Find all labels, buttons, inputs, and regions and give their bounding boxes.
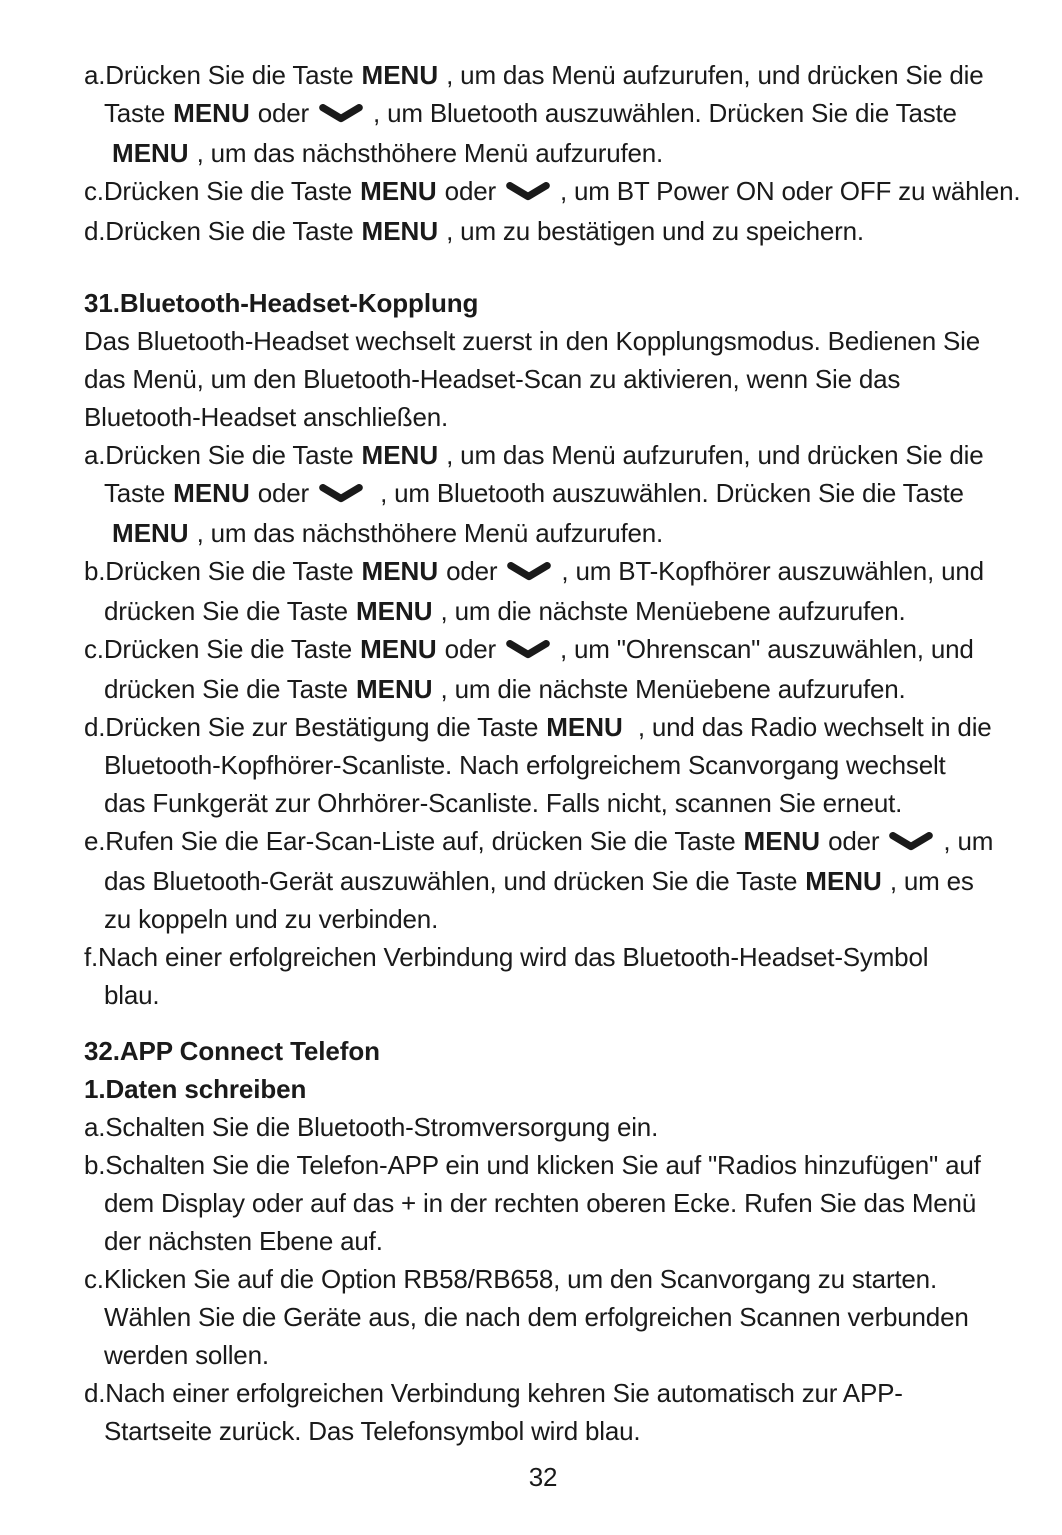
chevron-down-icon <box>889 824 933 862</box>
text-segment: d.Nach einer erfolgreichen Verbindung kehren Sie automatisch zur APP- <box>84 1378 903 1408</box>
menu-key-label: MENU <box>546 712 623 742</box>
text-segment: drücken Sie die Taste <box>104 596 355 626</box>
text-segment: , um <box>936 826 994 856</box>
text-segment: oder <box>439 556 505 586</box>
text-segment: blau. <box>104 980 160 1010</box>
text-segment: drücken Sie die Taste <box>104 674 355 704</box>
text-segment: oder <box>250 98 317 128</box>
text-line <box>84 322 1002 360</box>
text-segment: der nächsten Ebene auf. <box>104 1226 383 1256</box>
text-segment: Das Bluetooth-Headset wechselt zuerst in den Kopplungsmodus. Bedienen Sie <box>84 326 980 356</box>
text-segment: c.Klicken Sie auf die Option RB58/RB658, um den Scanvorgang zu starten. <box>84 1264 937 1294</box>
menu-key-label: MENU <box>355 596 433 626</box>
text-segment <box>104 138 111 168</box>
text-segment: , um das Menü aufzurufen, und drücken Sie die <box>439 440 984 470</box>
text-segment: d.Drücken Sie zur Bestätigung die Taste <box>84 712 546 742</box>
text-segment: Wählen Sie die Geräte aus, die nach dem erfolgreichen Scannen verbunden <box>104 1302 969 1332</box>
text-line <box>84 938 1002 976</box>
text-segment: das Funkgerät zur Ohrhörer-Scanliste. Falls nicht, scannen Sie erneut. <box>104 788 903 818</box>
text-segment: c.Drücken Sie die Taste <box>84 176 360 206</box>
menu-key-label: MENU <box>361 556 439 586</box>
text-segment: oder <box>437 176 503 206</box>
chevron-down-icon <box>319 476 363 514</box>
chevron-down-icon <box>506 174 550 212</box>
text-segment: , und das Radio wechselt in die <box>623 712 992 742</box>
text-line <box>84 1108 1002 1146</box>
text-segment: , um "Ohrenscan" auszuwählen, und <box>552 634 974 664</box>
text-segment: Startseite zurück. Das Telefonsymbol wird blau. <box>104 1416 641 1446</box>
text-segment: das Bluetooth-Gerät auszuwählen, und drücken Sie die Taste <box>104 866 805 896</box>
text-line <box>84 134 1002 172</box>
text-segment: oder <box>250 478 317 508</box>
text-segment: , um zu bestätigen und zu speichern. <box>439 216 864 246</box>
text-line <box>84 862 1002 900</box>
text-segment: a.Drücken Sie die Taste <box>84 60 361 90</box>
page-number: 32 <box>528 1462 558 1492</box>
text-segment: , um Bluetooth auszuwählen. Drücken Sie die Taste <box>366 98 957 128</box>
text-segment: Bluetooth-Headset anschließen. <box>84 402 449 432</box>
text-segment: das Menü, um den Bluetooth-Headset-Scan zu aktivieren, wenn Sie das <box>84 364 901 394</box>
text-segment: a.Drücken Sie die Taste <box>84 440 361 470</box>
text-line <box>84 172 1021 212</box>
menu-key-label: MENU <box>112 518 189 548</box>
text-segment: Bluetooth-Kopfhörer-Scanliste. Nach erfolgreichem Scanvorgang wechselt <box>104 750 946 780</box>
section-heading: 1.Daten schreiben <box>84 1074 307 1104</box>
text-segment: f.Nach einer erfolgreichen Verbindung wird das Bluetooth-Headset-Symbol <box>84 942 929 972</box>
text-segment: d.Drücken Sie die Taste <box>84 216 361 246</box>
chevron-down-icon <box>319 96 363 134</box>
text-line <box>84 784 1002 822</box>
menu-key-label: MENU <box>743 826 821 856</box>
text-line <box>84 514 1002 552</box>
text-segment: , um es <box>882 866 974 896</box>
text-line <box>84 552 1002 592</box>
text-line <box>84 360 1002 398</box>
text-segment <box>104 518 111 548</box>
menu-key-label: MENU <box>173 98 250 128</box>
menu-key-label: MENU <box>355 674 433 704</box>
text-segment: , um das nächsthöhere Menü aufzurufen. <box>189 138 664 168</box>
text-line <box>84 1298 1002 1336</box>
menu-key-label: MENU <box>360 176 437 206</box>
menu-key-label: MENU <box>173 478 250 508</box>
text-line <box>84 746 1002 784</box>
text-line <box>84 56 1002 94</box>
section-heading: 32.APP Connect Telefon <box>84 1036 380 1066</box>
chevron-down-icon <box>507 554 551 592</box>
text-line <box>84 630 1002 670</box>
text-line <box>84 900 1002 938</box>
text-segment: b.Drücken Sie die Taste <box>84 556 361 586</box>
section-heading: 31.Bluetooth-Headset-Kopplung <box>84 288 479 318</box>
text-line <box>84 1374 1002 1412</box>
text-segment: , um Bluetooth auszuwählen. Drücken Sie die Taste <box>366 478 964 508</box>
text-segment: dem Display oder auf das + in der rechten oberen Ecke. Rufen Sie das Menü <box>104 1188 977 1218</box>
text-segment: Taste <box>104 98 173 128</box>
text-line <box>84 1146 1002 1184</box>
text-segment: , um BT Power ON oder OFF zu wählen. <box>552 176 1021 206</box>
text-line <box>84 1412 1002 1450</box>
text-line <box>84 398 1002 436</box>
menu-key-label: MENU <box>360 634 437 664</box>
text-line <box>84 212 1002 250</box>
chevron-down-icon <box>506 632 550 670</box>
text-segment: oder <box>821 826 887 856</box>
menu-key-label: MENU <box>112 138 189 168</box>
text-line <box>84 1260 1002 1298</box>
text-line <box>84 436 1002 474</box>
text-segment: c.Drücken Sie die Taste <box>84 634 360 664</box>
text-line <box>84 94 1002 134</box>
text-line <box>84 474 1002 514</box>
menu-key-label: MENU <box>361 60 439 90</box>
text-line <box>84 976 1002 1014</box>
text-segment: a.Schalten Sie die Bluetooth-Stromversorgung ein. <box>84 1112 659 1142</box>
text-line <box>84 670 1002 708</box>
text-line <box>84 592 1002 630</box>
text-segment: , um das Menü aufzurufen, und drücken Sie die <box>439 60 984 90</box>
menu-key-label: MENU <box>805 866 882 896</box>
text-line <box>84 708 1002 746</box>
text-segment: e.Rufen Sie die Ear-Scan-Liste auf, drücken Sie die Taste <box>84 826 743 856</box>
menu-key-label: MENU <box>361 216 439 246</box>
text-line <box>84 1184 1002 1222</box>
document-content <box>84 56 1021 1450</box>
text-segment: Taste <box>104 478 173 508</box>
text-segment: oder <box>437 634 503 664</box>
text-line <box>84 1336 1002 1374</box>
text-segment: b.Schalten Sie die Telefon-APP ein und klicken Sie auf "Radios hinzufügen" auf <box>84 1150 981 1180</box>
text-segment: , um das nächsthöhere Menü aufzurufen. <box>189 518 664 548</box>
text-line <box>84 822 1002 862</box>
text-segment: zu koppeln und zu verbinden. <box>104 904 439 934</box>
text-line <box>84 1222 1002 1260</box>
page-footer <box>84 1458 1002 1496</box>
menu-key-label: MENU <box>361 440 439 470</box>
text-segment: , um die nächste Menüebene aufzurufen. <box>433 596 906 626</box>
text-segment: , um die nächste Menüebene aufzurufen. <box>433 674 906 704</box>
text-segment: , um BT-Kopfhörer auszuwählen, und <box>554 556 984 586</box>
text-segment: werden sollen. <box>104 1340 269 1370</box>
